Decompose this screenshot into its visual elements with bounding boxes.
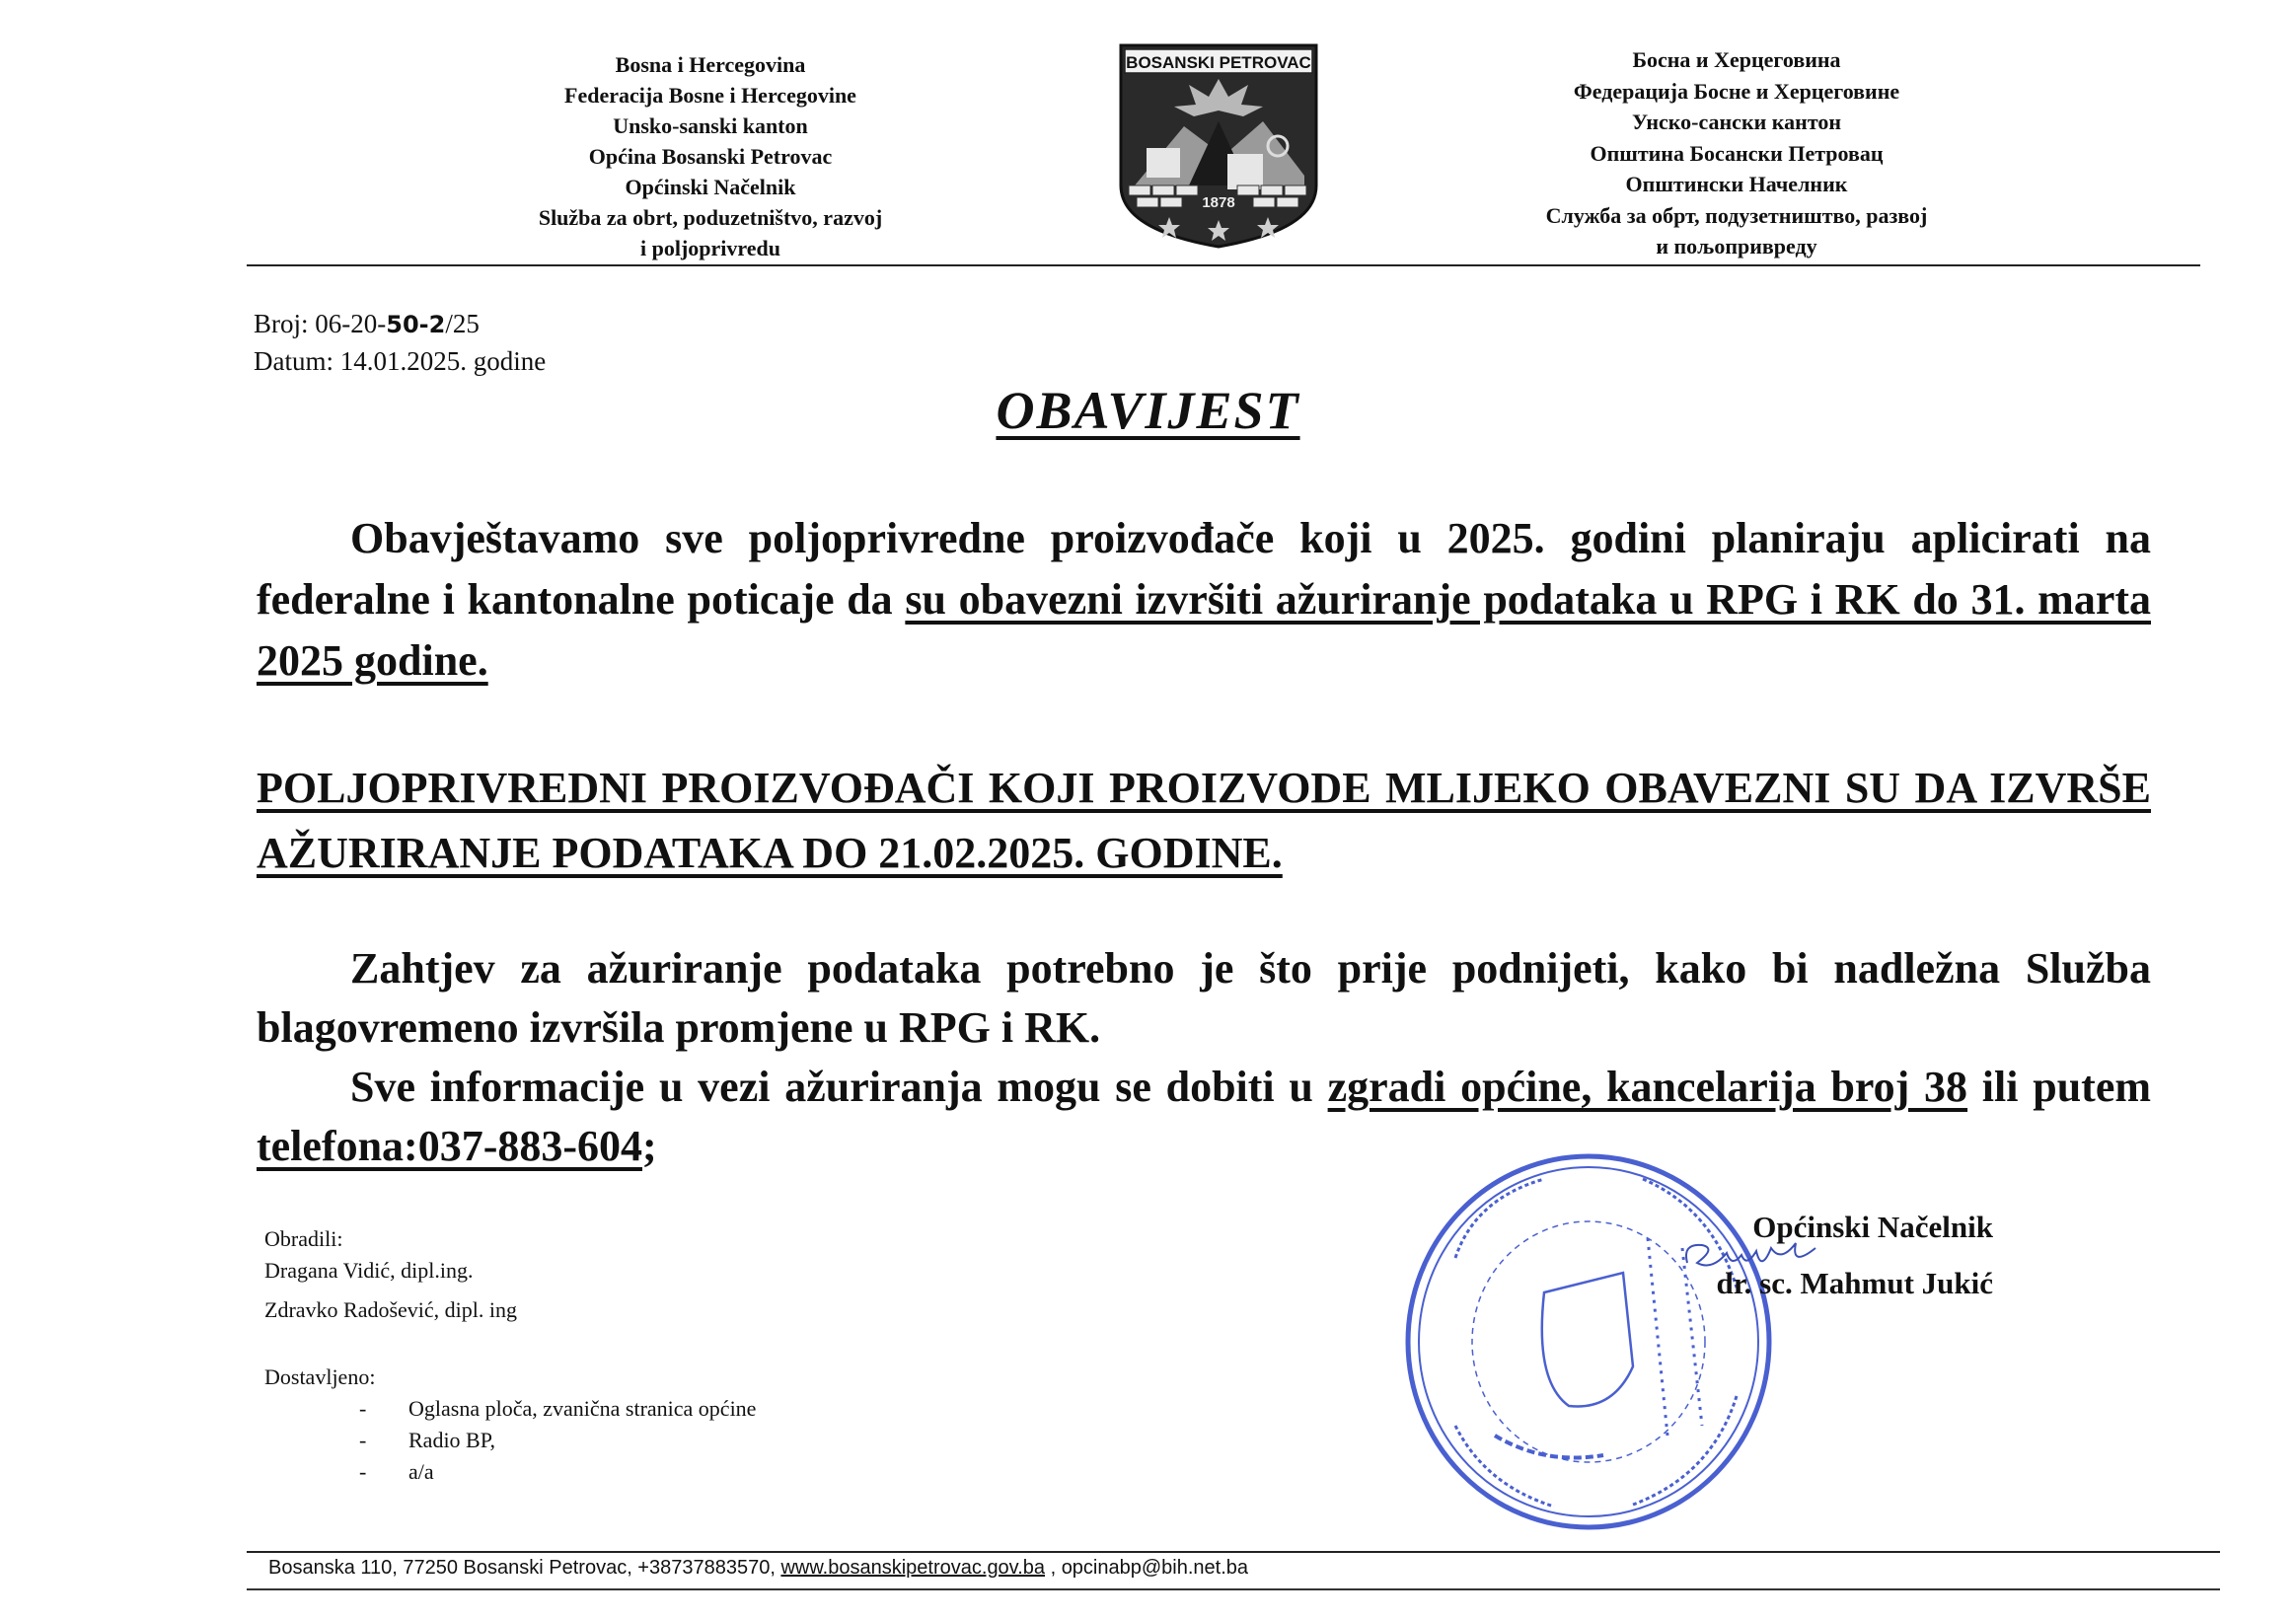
header-line: Федерација Босне и Херцеговине: [1573, 78, 1900, 104]
footer-contact: Bosanska 110, 77250 Bosanski Petrovac, +38737883570, www.bosanskipetrovac.gov.ba , opcinabp@bih.net.ba: [268, 1557, 1249, 1579]
document-title: OBAVIJEST: [996, 381, 1300, 440]
header-line: Унско-сански кантон: [1631, 110, 1842, 134]
signatory-title: Općinski Načelnik: [1752, 1210, 1993, 1244]
website-link[interactable]: www.bosanskipetrovac.gov.ba: [780, 1557, 1046, 1579]
header-line: Служба за обрт, подузетништво, развој: [1545, 202, 1928, 228]
office-location: zgradi općine, kancelarija broj 38: [1327, 1063, 1968, 1111]
handwritten-number: 50-2: [386, 311, 446, 338]
prepared-by: Obradili: Dragana Vidić, dipl.ing. Zdravko Radošević, dipl. ing: [264, 1223, 517, 1326]
deadline-underlined: su obavezni izvršiti ažuriranje podataka u RPG i RK do 31. marta 2025 godine.: [257, 575, 2151, 685]
header-line: Bosna i Hercegovina: [615, 52, 806, 77]
delivered-to: Dostavljeno: - Oglasna ploča, zvanična stranica općine - Radio BP, - a/a: [264, 1362, 756, 1488]
header-line: Federacija Bosne i Hercegovine: [564, 83, 856, 108]
logo-year: 1878: [1202, 194, 1235, 211]
header-line: Општински Начелник: [1625, 172, 1848, 196]
header-line: Općinski Načelnik: [625, 175, 796, 199]
preparer-name: Zdravko Radošević, dipl. ing: [264, 1297, 518, 1322]
paragraph-incentives: Obavještavamo sve poljoprivredne proizvođače koji u 2025. godini planiraju aplicirati na federalne i kantonalne poticaje da su obavezni izvršiti ažuriranje podataka u RPG i RK do 31. marta 2025 godine.: [257, 514, 2151, 685]
paragraph-request: Zahtjev za ažuriranje podataka potrebno je što prije podnijeti, kako bi nadležna Služba blagovremeno izvršila promjene u RPG i RK.: [257, 944, 2151, 1052]
reference-number: Broj: 06-20-50-2/25: [254, 309, 480, 338]
phone-number[interactable]: telefona:037-883-604: [257, 1122, 643, 1170]
reference-block: [254, 306, 546, 380]
logo-banner-text: BOSANSKI PETROVAC: [1126, 53, 1311, 72]
header-line: Služba za obrt, poduzetništvo, razvoj: [538, 205, 883, 230]
list-item: - a/a: [359, 1459, 434, 1484]
header-line: и пољопривреду: [1656, 234, 1817, 258]
header-line: Unsko-sanski kanton: [613, 113, 808, 138]
footer-divider-bottom: [247, 1588, 2220, 1590]
header-divider: [247, 264, 2200, 266]
header-latin: [474, 49, 947, 263]
coat-of-arms-icon: [1115, 37, 1322, 250]
signatory-name: dr. sc. Mahmut Jukić: [1716, 1266, 1993, 1300]
header-line: Općina Bosanski Petrovac: [588, 144, 833, 169]
delivery-list: [264, 1393, 756, 1488]
list-item: - Radio BP,: [359, 1428, 496, 1452]
handwritten-signature-icon: [1677, 1233, 1845, 1283]
email-link[interactable]: opcinabp@bih.net.ba: [1061, 1557, 1249, 1579]
preparer-name: Dragana Vidić, dipl.ing.: [264, 1258, 474, 1283]
paragraph-contact: Sve informacije u vezi ažuriranja mogu se dobiti u zgradi općine, kancelarija broj 38 ili putem telefona:037-883-604;: [257, 1063, 2151, 1170]
header-cyrillic: [1460, 44, 2013, 262]
header-line: i poljoprivredu: [639, 236, 780, 260]
list-item: - Oglasna ploča, zvanična stranica općine: [359, 1396, 757, 1421]
header-line: Босна и Херцеговина: [1632, 47, 1841, 72]
header-line: Општина Босански Петровац: [1590, 140, 1884, 166]
reference-date: Datum: 14.01.2025. godine: [254, 346, 547, 376]
paragraph-milk-producers: POLJOPRIVREDNI PROIZVOĐAČI KOJI PROIZVODE MLIJEKO OBAVEZNI SU DA IZVRŠE AŽURIRANJE PODATAKA DO 21.02.2025. GODINE.: [257, 764, 2151, 877]
footer-divider-top: [247, 1551, 2220, 1553]
